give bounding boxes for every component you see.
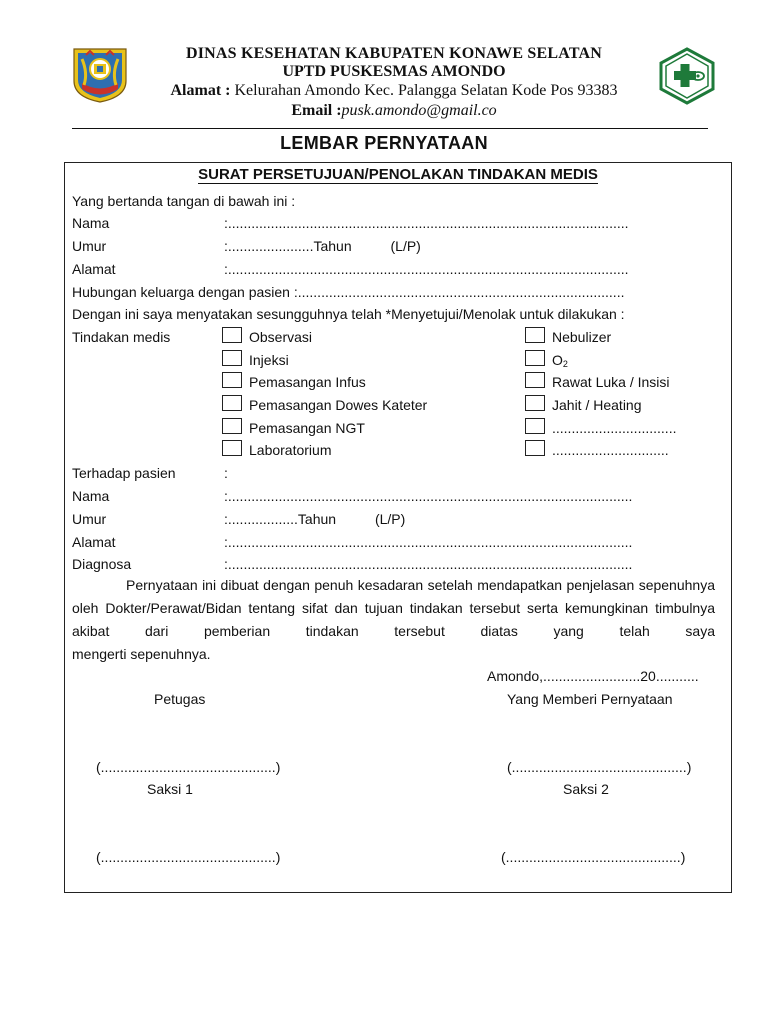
checkbox-observasi[interactable]: [222, 327, 242, 343]
patient-name-label: Nama: [72, 488, 110, 504]
address-value: Kelurahan Amondo Kec. Palangga Selatan Kode Pos 93383: [230, 82, 618, 99]
signer-age-field[interactable]: :......................Tahun (L/P): [224, 238, 421, 254]
pemberi-signature-field[interactable]: (.............................................): [507, 759, 692, 775]
letterhead-text: [140, 45, 648, 120]
form-box: [64, 162, 732, 893]
option-o2: [552, 352, 568, 373]
saksi-2-signature-field[interactable]: (.............................................): [501, 849, 686, 865]
checkbox-dowes-kateter[interactable]: [222, 395, 242, 411]
petugas-signature-field[interactable]: (.............................................): [96, 759, 281, 775]
kabupaten-emblem-icon: [68, 47, 132, 103]
saksi-1-label: Saksi 1: [147, 781, 193, 797]
signer-address-field[interactable]: :.......................................................................................................: [224, 261, 629, 277]
option-other-2-field[interactable]: ..............................: [552, 442, 669, 458]
header-divider: [72, 128, 708, 129]
option-jahit: Jahit / Heating: [552, 397, 642, 413]
checkbox-other-2[interactable]: [525, 440, 545, 456]
consent-paragraph-end: mengerti sepenuhnya.: [72, 646, 211, 662]
form-subtitle-text: SURAT PERSETUJUAN/PENOLAKAN TINDAKAN MEDIS: [198, 166, 598, 183]
patient-section-colon: :: [224, 465, 228, 481]
saksi-2-label: Saksi 2: [563, 781, 609, 797]
diagnosis-label: Diagnosa: [72, 556, 132, 572]
email-value: pusk.amondo@gmail.co: [341, 102, 497, 119]
option-nebulizer: Nebulizer: [552, 329, 612, 345]
saksi-1-signature-field[interactable]: (.............................................): [96, 849, 281, 865]
address-line: [140, 81, 648, 101]
patient-section-label: Terhadap pasien: [72, 465, 176, 481]
form-subtitle: [65, 166, 731, 183]
signer-age-label: Umur: [72, 238, 107, 254]
option-ngt: Pemasangan NGT: [249, 420, 365, 436]
option-observasi: Observasi: [249, 329, 313, 345]
checkbox-nebulizer[interactable]: [525, 327, 545, 343]
relationship-field[interactable]: Hubungan keluarga dengan pasien :....................................................................................: [72, 284, 625, 300]
email-line: [140, 101, 648, 120]
checkbox-jahit[interactable]: [525, 395, 545, 411]
patient-name-field[interactable]: :........................................................................................................: [224, 488, 633, 504]
statement-text: Dengan ini saya menyatakan sesungguhnya telah *Menyetujui/Menolak untuk dilakukan :: [72, 306, 625, 322]
option-pemasangan-infus: Pemasangan Infus: [249, 374, 366, 390]
option-o2-text: O: [552, 352, 563, 368]
place-date-field[interactable]: Amondo,.........................20...........: [487, 668, 699, 684]
patient-age-field[interactable]: :..................Tahun (L/P): [224, 511, 406, 527]
unit-name: UPTD PUSKESMAS AMONDO: [282, 63, 506, 80]
option-laboratorium: Laboratorium: [249, 442, 332, 458]
option-other-1-field[interactable]: ................................: [552, 420, 677, 436]
page-title: LEMBAR PERNYATAAN: [280, 133, 488, 153]
checkbox-injeksi[interactable]: [222, 350, 242, 366]
agency-name: DINAS KESEHATAN KABUPATEN KONAWE SELATAN: [185, 45, 603, 62]
signer-name-label: Nama: [72, 215, 110, 231]
checkbox-pemasangan-infus[interactable]: [222, 372, 242, 388]
checkbox-laboratorium[interactable]: [222, 440, 242, 456]
option-o2-subscript: 2: [562, 359, 568, 369]
puskesmas-logo-icon: [658, 47, 716, 105]
consent-paragraph: [72, 574, 715, 666]
diagnosis-field[interactable]: :........................................................................................................: [224, 556, 633, 572]
email-label: Email :: [291, 102, 342, 119]
patient-address-field[interactable]: :........................................................................................................: [224, 534, 633, 550]
tindakan-label: Tindakan medis: [72, 329, 171, 345]
address-label: Alamat :: [170, 82, 231, 99]
consent-paragraph-body: [72, 574, 715, 643]
signer-address-label: Alamat: [72, 261, 116, 277]
petugas-label: Petugas: [154, 691, 206, 707]
letterhead: [0, 0, 768, 130]
consent-paragraph-text: Pernyataan ini dibuat dengan penuh kesadaran setelah mendapatkan penjelasan sepenuhnya oleh Dokter/Perawat/Bidan tentang sifat dan tujuan tindakan tersebut serta kemungkinan timbulnya akibat dari pemberian tindakan tersebut diatas yang telah saya: [72, 577, 715, 639]
option-injeksi: Injeksi: [249, 352, 289, 368]
checkbox-other-1[interactable]: [525, 418, 545, 434]
signer-name-field[interactable]: :.......................................................................................................: [224, 215, 629, 231]
patient-age-label: Umur: [72, 511, 107, 527]
pemberi-label: Yang Memberi Pernyataan: [507, 691, 673, 707]
option-rawat-luka: Rawat Luka / Insisi: [552, 374, 670, 390]
checkbox-o2[interactable]: [525, 350, 545, 366]
option-dowes-kateter: Pemasangan Dowes Kateter: [249, 397, 428, 413]
patient-address-label: Alamat: [72, 534, 116, 550]
intro-text: Yang bertanda tangan di bawah ini :: [72, 193, 296, 209]
checkbox-rawat-luka[interactable]: [525, 372, 545, 388]
checkbox-ngt[interactable]: [222, 418, 242, 434]
